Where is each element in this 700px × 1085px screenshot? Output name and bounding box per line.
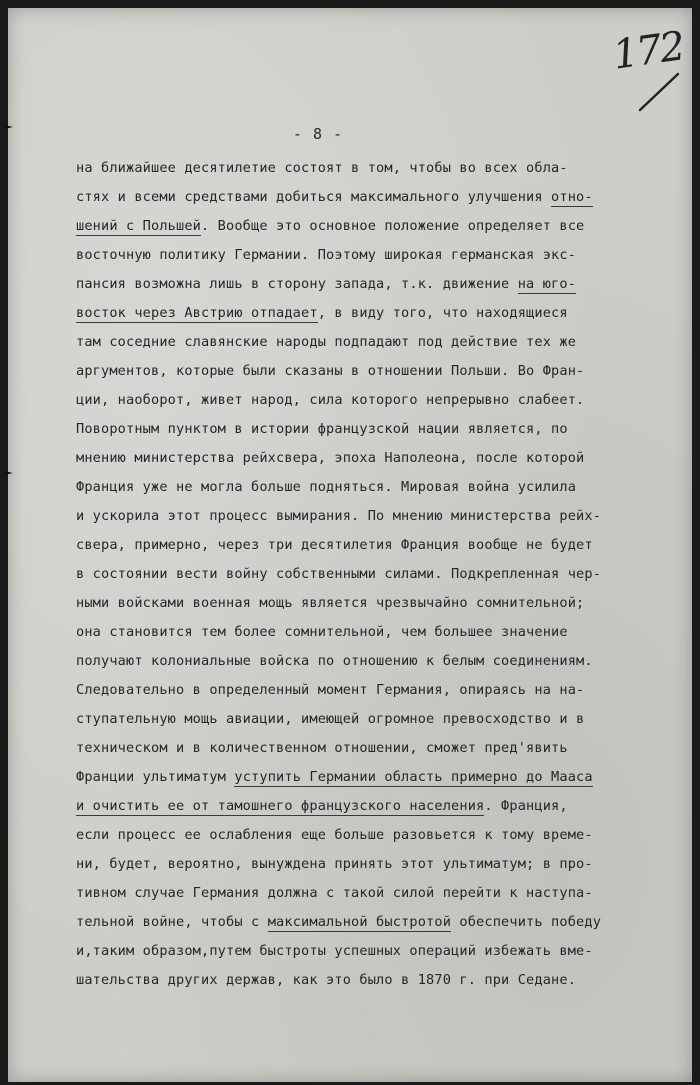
text-line xyxy=(76,241,686,270)
text-line xyxy=(76,763,686,792)
text-line xyxy=(76,386,686,415)
text-line xyxy=(76,937,686,966)
text-line xyxy=(76,154,686,183)
text-line xyxy=(76,531,686,560)
text-segment: если процесс ее ослабления еще больше разовьется к тому време- xyxy=(76,827,593,843)
text-segment: ступательную мощь авиации, имеющей огромное превосходство и в xyxy=(76,711,585,727)
text-segment: Франции ультиматум xyxy=(76,769,235,785)
text-segment: свера, примерно, через три десятилетия Франция вообще не будет xyxy=(76,537,593,553)
text-segment: пансия возможна лишь в сторону запада, т.к. движение xyxy=(76,276,518,292)
text-segment: там соседние славянские народы подпадают под действие тех же xyxy=(76,334,577,350)
text-line xyxy=(76,212,686,241)
text-line xyxy=(76,183,686,212)
underlined-phrase: восток через Австрию отпадает xyxy=(76,305,318,321)
text-line xyxy=(76,734,686,763)
text-segment: . Вообще это основное положение определяет все xyxy=(201,218,585,234)
text-line xyxy=(76,850,686,879)
text-line xyxy=(76,560,686,589)
underlined-phrase: и очистить ее от тамошнего французского населения xyxy=(76,798,485,814)
text-segment: шательства других держав, как это было в 1870 г. при Седане. xyxy=(76,972,577,988)
text-line xyxy=(76,792,686,821)
underlined-phrase: максимальной быстротой xyxy=(267,914,452,930)
underlined-phrase: отно- xyxy=(551,189,593,205)
archive-mark-stroke xyxy=(634,70,684,114)
text-segment: мнению министерства рейхсвера, эпоха Наполеона, после которой xyxy=(76,450,585,466)
text-line xyxy=(76,415,686,444)
document-page xyxy=(8,8,692,1082)
text-segment: . Франция, xyxy=(484,798,568,814)
text-segment: Следовательно в определенный момент Германия, опираясь на на- xyxy=(76,682,585,698)
text-segment: тельной войне, чтобы с xyxy=(76,914,268,930)
text-line xyxy=(76,270,686,299)
archive-number: 172 xyxy=(610,23,687,79)
text-line xyxy=(76,357,686,386)
text-line xyxy=(76,589,686,618)
text-segment: тивном случае Германия должна с такой силой перейти к наступа- xyxy=(76,885,593,901)
text-line xyxy=(76,705,686,734)
text-line xyxy=(76,444,686,473)
text-line xyxy=(76,821,686,850)
text-segment: и ускорила этот процесс вымирания. По мнению министерства рейх- xyxy=(76,508,602,524)
text-segment: и,таким образом,путем быстроты успешных операций избежать вме- xyxy=(76,943,593,959)
text-segment: получают колониальные войска по отношению к белым соединениям. xyxy=(76,653,593,669)
text-segment: Франция уже не могла больше подняться. Мировая война усилила xyxy=(76,479,577,495)
text-segment: , в виду того, что находящиеся xyxy=(317,305,568,321)
text-segment: стях и всеми средствами добиться максимального улучшения xyxy=(76,189,552,205)
text-line xyxy=(76,299,686,328)
text-segment: техническом и в количественном отношении, сможет пред'явить xyxy=(76,740,568,756)
text-segment: в состоянии вести войну собственными силами. Подкрепленная чер- xyxy=(76,566,602,582)
text-segment: ни, будет, вероятно, вынуждена принять этот ультиматум; в про- xyxy=(76,856,593,872)
text-line xyxy=(76,879,686,908)
text-line xyxy=(76,502,686,531)
text-line xyxy=(76,647,686,676)
text-line xyxy=(76,966,686,995)
text-line xyxy=(76,328,686,357)
underlined-phrase: на юго- xyxy=(517,276,577,292)
text-line xyxy=(76,908,686,937)
text-line xyxy=(76,473,686,502)
text-segment: ными войсками военная мощь является чрезвычайно сомнительной; xyxy=(76,595,585,611)
page-number: - 8 - xyxy=(292,125,344,143)
text-segment: ции, наоборот, живет народ, сила которого непрерывно слабеет. xyxy=(76,392,585,408)
text-segment: Поворотным пунктом в истории французской нации является, по xyxy=(76,421,568,437)
text-segment: аргументов, которые были сказаны в отношении Польши. Во Фран- xyxy=(76,363,585,379)
text-line xyxy=(76,676,686,705)
text-segment: обеспечить победу xyxy=(451,914,602,930)
text-segment: на ближайшее десятилетие состоят в том, чтобы во всех обла- xyxy=(76,160,568,176)
underlined-phrase: уступить Германии область примерно до Мааса xyxy=(234,769,593,785)
text-segment: восточную политику Германии. Поэтому широкая германская экс- xyxy=(76,247,577,263)
text-line xyxy=(76,618,686,647)
underlined-phrase: шений с Польшей xyxy=(76,218,202,234)
typewritten-body xyxy=(76,154,686,995)
binding-hole-mark xyxy=(4,470,14,476)
text-segment: она становится тем более сомнительной, чем большее значение xyxy=(76,624,568,640)
